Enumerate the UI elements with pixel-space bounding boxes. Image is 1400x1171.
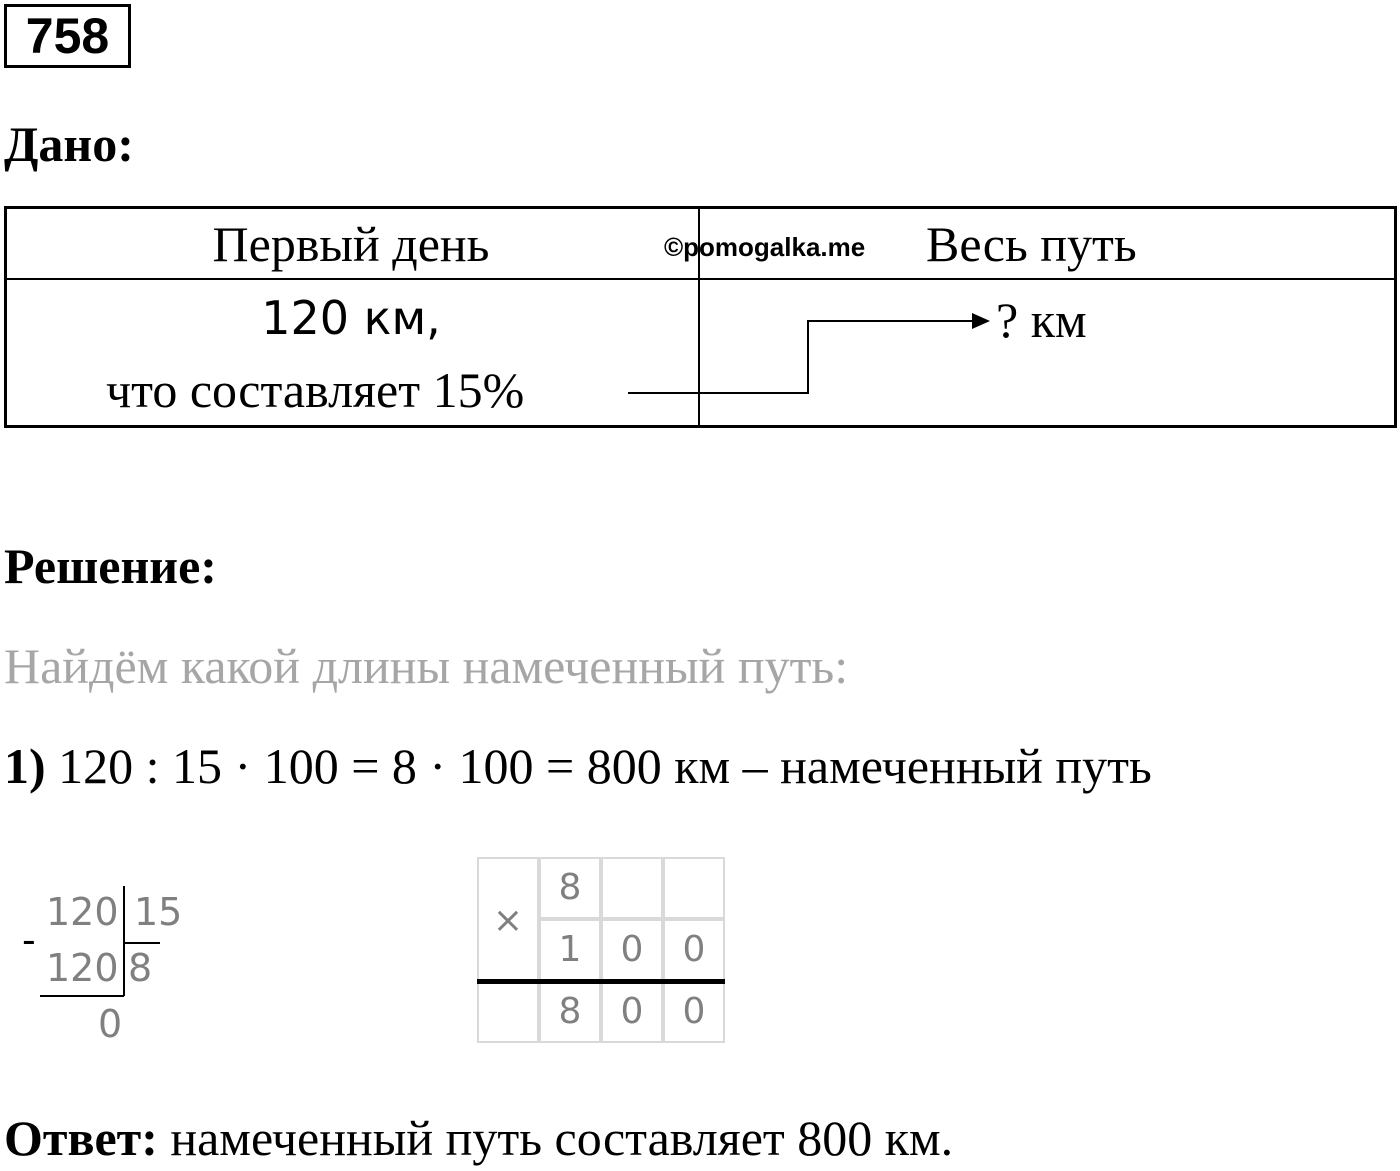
answer-text: намеченный путь составляет 800 км. (170, 1110, 954, 1166)
grid-cell-r1c1: 8 (539, 857, 601, 919)
relation-arrow (0, 0, 1400, 430)
division-dividend: 120 (46, 890, 119, 934)
first-day-distance: 120 км, (261, 291, 441, 345)
first-day-percent: что составляет 15% (106, 362, 525, 418)
division-remainder: 0 (98, 1002, 123, 1046)
division-lines (20, 880, 220, 1060)
grid-cell-r1c2 (601, 857, 663, 919)
grid-cell-r3c0 (477, 981, 539, 1043)
division-quotient: 8 (128, 946, 153, 990)
multiplication-result-line (477, 979, 725, 984)
solution-intro: Найдём какой длины намеченный путь: (4, 638, 849, 694)
grid-cell-r2c3: 0 (663, 919, 725, 981)
grid-cell-r3c3: 0 (663, 981, 725, 1043)
grid-cell-r3c2: 0 (601, 981, 663, 1043)
step-number: 1) (4, 738, 46, 794)
first-day-header: Первый день (212, 216, 490, 272)
watermark: ©pomogalka.me (664, 232, 866, 262)
long-division (20, 880, 220, 1060)
division-divisor: 15 (134, 890, 183, 934)
task-number-badge: 758 (4, 4, 131, 68)
given-heading: Дано: (4, 116, 134, 172)
grid-cell-r2c2: 0 (601, 919, 663, 981)
grid-cell-r1c3 (663, 857, 725, 919)
division-subtrahend: 120 (46, 946, 119, 990)
step-expression: 120 : 15 · 100 = 8 · 100 = 800 км – намеченный путь (58, 738, 1152, 794)
answer-label: Ответ: (4, 1110, 158, 1166)
whole-path-header: Весь путь (926, 216, 1137, 272)
solution-heading: Решение: (4, 538, 217, 594)
grid-cell-r2c1: 1 (539, 919, 601, 981)
solution-step-1 (4, 738, 1152, 794)
whole-path-value: ? км (996, 292, 1087, 348)
multiplication-grid (477, 857, 725, 1043)
answer-line (4, 1110, 953, 1166)
grid-cell-r3c1: 8 (539, 981, 601, 1043)
multiplication-sign: × (477, 857, 539, 981)
division-minus: - (22, 918, 36, 962)
